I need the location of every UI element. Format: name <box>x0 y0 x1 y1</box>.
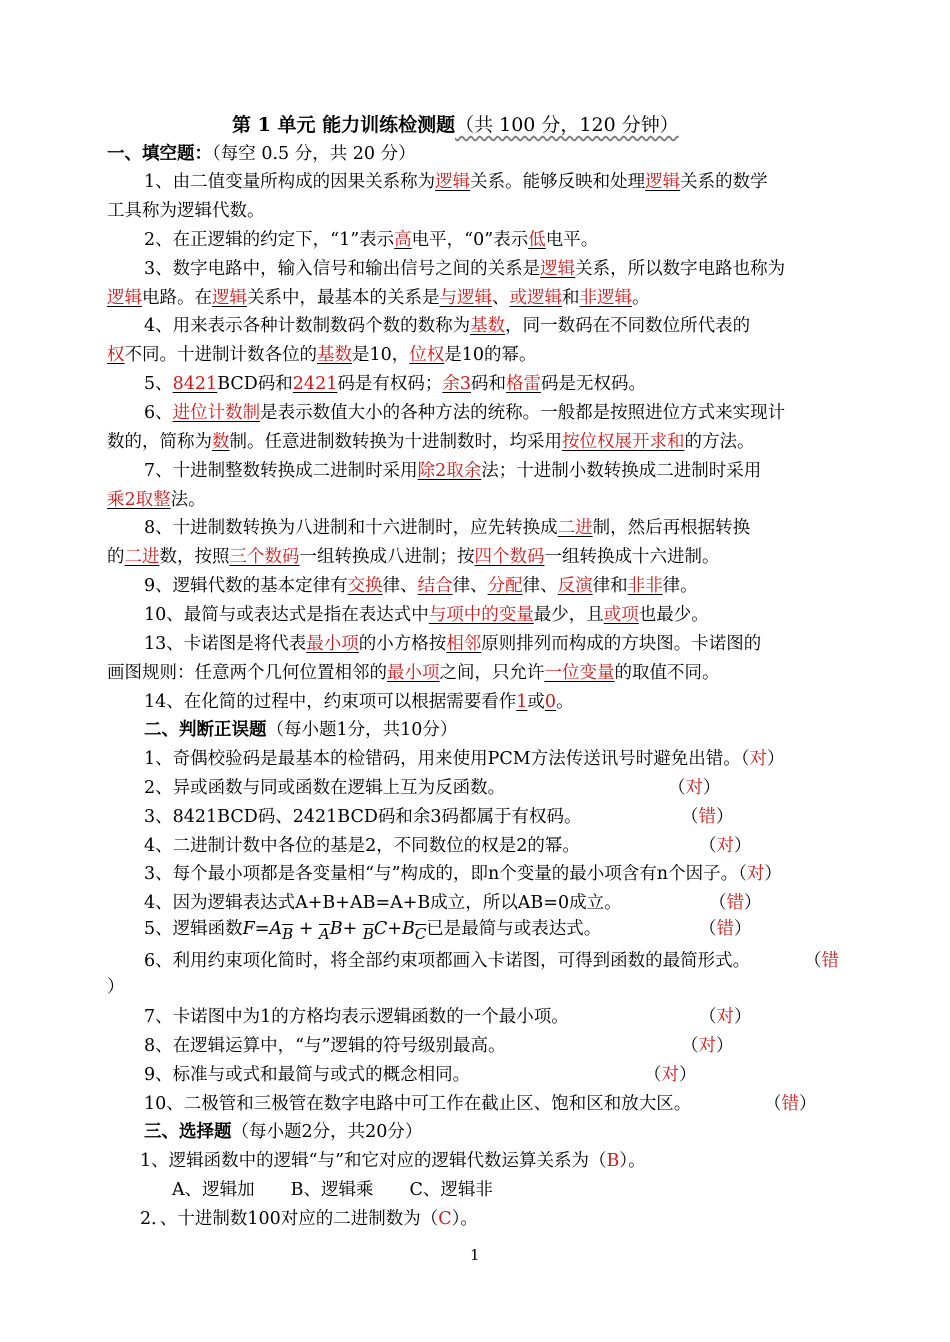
paren: （ <box>738 864 747 884</box>
text: BCD码和 <box>217 374 293 394</box>
paren: （ <box>699 919 717 939</box>
text: 关系。能够反映和处理 <box>470 172 646 192</box>
answer: 四个数码 <box>474 547 545 567</box>
text: 2、在正逻辑的约定下，“1”表示 <box>144 230 395 250</box>
answer: 对 <box>716 1007 734 1027</box>
text: 3、每个最小项都是各变量相“与”构成的，即n个变量的最小项含有n个因子。 <box>144 864 739 884</box>
text: 3、数字电路中，输入信号和输出信号之间的关系是 <box>144 259 541 279</box>
answer-group <box>709 892 762 914</box>
answer-group <box>699 1006 752 1028</box>
text: 工具称为逻辑代数。 <box>107 201 265 221</box>
text: 法。 <box>170 490 206 510</box>
text: 2．、十进制数100对应的二进制数为（ <box>140 1209 439 1229</box>
judge-item <box>144 1006 950 1028</box>
fill-q8-line1 <box>144 517 950 539</box>
answer: 0 <box>544 692 557 712</box>
paren: ） <box>107 977 125 997</box>
answer: 逻辑 <box>645 172 681 192</box>
judge-item <box>144 892 950 914</box>
answer: 三个数码 <box>229 547 300 567</box>
answer: 最小项 <box>306 634 359 654</box>
text: 9、逻辑代数的基本定律有 <box>144 576 348 596</box>
paren: ） <box>716 807 734 827</box>
option: A、逻辑加 <box>172 1180 255 1200</box>
answer: 逻辑 <box>107 288 142 308</box>
fill-q4-line2 <box>107 344 950 366</box>
fill-q6-line2 <box>107 431 950 453</box>
judge-item <box>144 1093 950 1115</box>
fill-q3-line2 <box>107 287 950 309</box>
text: 一组转换成十六进制。 <box>544 547 720 567</box>
answer: 数 <box>212 432 230 452</box>
text: 6、利用约束项化简时，将全部约束项都画入卡诺图，可得到函数的最简形式。 <box>144 951 751 971</box>
text: 不同。十进制计数各位的 <box>124 345 317 365</box>
text: 也最少。 <box>638 605 709 625</box>
answer: 对 <box>698 1036 716 1056</box>
paren: ） <box>766 749 785 769</box>
answer: 对 <box>685 778 703 798</box>
answer: 分配 <box>487 576 523 596</box>
text: 法；十进制小数转换成二进制时采用 <box>481 461 762 481</box>
text: 10、最简与或表达式是指在表达式中 <box>144 605 429 625</box>
section-title: 一、填空题： <box>107 144 212 164</box>
text: 律、 <box>452 576 488 596</box>
answer: 低 <box>528 230 546 250</box>
answer: 或逻辑 <box>509 288 562 308</box>
judge-item <box>144 835 950 857</box>
option: B、逻辑乘 <box>290 1180 374 1200</box>
fill-q10 <box>144 604 950 626</box>
fill-q8-line2 <box>107 546 950 568</box>
text: 9、标准与或式和最简与或式的概念相同。 <box>144 1065 471 1085</box>
text: 13、卡诺图是将代表 <box>144 634 307 654</box>
answer-group <box>681 1035 734 1057</box>
text: 8、十进制数转换为八进制和十六进制时，应先转换成 <box>144 518 558 538</box>
text: 4、用来表示各种计数制数码个数的数称为 <box>144 316 471 336</box>
text: 是10的幂。 <box>444 345 537 365</box>
section-title: 二、判断正误题 <box>144 720 267 740</box>
answer-group <box>681 806 734 828</box>
paren: （ <box>764 1094 782 1114</box>
fill-q14 <box>144 691 950 713</box>
choice-q1-options <box>172 1179 950 1201</box>
answer: 按位权展开求和 <box>562 432 685 452</box>
text: 3、8421BCD码、2421BCD码和余3码都属于有权码。 <box>144 807 582 827</box>
text: 6、 <box>144 403 173 423</box>
option: C、逻辑非 <box>409 1180 493 1200</box>
fill-q7-line2 <box>107 489 950 511</box>
text: 的 <box>107 547 125 567</box>
section-fill-heading <box>107 143 950 165</box>
answer: 二进 <box>124 547 160 567</box>
judge-item <box>144 918 950 943</box>
text: 画图规则：任意两个几何位置相邻的 <box>107 663 387 683</box>
fill-q13-line1 <box>144 633 950 655</box>
paren: （ <box>740 749 750 769</box>
answer-group <box>804 950 839 972</box>
text: 原则排列而构成的方块图。卡诺图的 <box>481 634 762 654</box>
paren: ） <box>744 893 762 913</box>
fill-q13-line2 <box>107 662 950 684</box>
text: 4、因为逻辑表达式A+B+AB=A+B成立，所以AB=0成立。 <box>144 893 622 913</box>
answer: 对 <box>661 1065 679 1085</box>
paren: ） <box>799 1094 817 1114</box>
text: ，同一数码在不同数位所代表的 <box>505 316 751 336</box>
text: 已是最简与或表达式。 <box>426 919 602 939</box>
answer: 基数 <box>470 316 506 336</box>
text: 的取值不同。 <box>614 663 720 683</box>
fill-q9 <box>144 575 950 597</box>
text: 5、逻辑函数 <box>144 919 243 939</box>
answer: 乘2取整 <box>107 490 171 510</box>
answer: 错 <box>698 807 716 827</box>
judge-item <box>144 950 950 972</box>
answer: 与逻辑 <box>439 288 492 308</box>
paren: （ <box>644 1065 662 1085</box>
answer: 2421 <box>292 374 338 394</box>
text: 1、奇偶校验码是最基本的检错码，用来使用PCM方法传送讯号时避免出错。 <box>144 749 741 769</box>
answer-group <box>644 1064 697 1086</box>
fill-q7-line1 <box>144 460 950 482</box>
answer: 1 <box>516 692 528 712</box>
text: 4、二进制计数中各位的基是2，不同数位的权是2的幂。 <box>144 836 580 856</box>
text: 8、在逻辑运算中，“与”逻辑的符号级别最高。 <box>144 1036 506 1056</box>
judge-item <box>144 806 950 828</box>
section-note: （每空 0.5 分，共 20 分） <box>212 144 416 164</box>
text: 或 <box>527 692 545 712</box>
paren: （ <box>681 1036 699 1056</box>
text: 制，然后再根据转换 <box>592 518 751 538</box>
section-judge-heading <box>144 719 950 741</box>
text: 的小方格按 <box>358 634 447 654</box>
text: 的方法。 <box>684 432 755 452</box>
text: 5、 <box>144 374 173 394</box>
answer: 非逻辑 <box>579 288 632 308</box>
paren: （ <box>681 807 699 827</box>
text: 14、在化简的过程中，约束项可以根据需要看作 <box>144 692 517 712</box>
judge-item <box>144 863 950 885</box>
text: 。 <box>556 692 574 712</box>
fill-q3-line1 <box>144 258 950 280</box>
paren: （ <box>709 893 727 913</box>
fill-q5 <box>144 373 950 395</box>
fill-q1-line2 <box>107 200 950 222</box>
text: 1、逻辑函数中的逻辑“与”和它对应的逻辑代数运算关系为（ <box>140 1151 607 1171</box>
text: 数，按照 <box>159 547 230 567</box>
text: 数的，简称为 <box>107 432 212 452</box>
text: 10、二极管和三极管在数字电路中可工作在截止区、饱和区和放大区。 <box>144 1094 692 1114</box>
answer: 对 <box>746 864 765 884</box>
answer: 高 <box>394 230 412 250</box>
paren: ） <box>703 778 721 798</box>
answer: 8421 <box>172 374 218 394</box>
judge-item-wrap <box>107 976 950 998</box>
text: 码是无权码。 <box>540 374 646 394</box>
answer: 与项中的变量 <box>428 605 534 625</box>
choice-q1 <box>140 1150 950 1172</box>
text: 、 <box>492 288 510 308</box>
text: 一组转换成八进制；按 <box>299 547 475 567</box>
title-text: 第 1 单元 能力训练检测题 <box>232 114 456 136</box>
paren: （ <box>804 951 822 971</box>
text: 。 <box>632 288 650 308</box>
fill-q4-line1 <box>144 315 950 337</box>
answer: 进位计数制 <box>172 403 261 423</box>
judge-item <box>144 777 950 799</box>
text: 电平，“0”表示 <box>411 230 529 250</box>
text: 律。 <box>662 576 698 596</box>
text: 是10， <box>352 345 410 365</box>
answer: 错 <box>821 951 839 971</box>
paren: ） <box>734 836 752 856</box>
choice-q2 <box>140 1208 950 1230</box>
fill-q1-line1 <box>144 171 950 193</box>
answer: 或项 <box>603 605 639 625</box>
answer: 余3 <box>442 374 471 394</box>
judge-item <box>144 1035 950 1057</box>
answer: 基数 <box>317 345 352 365</box>
paren: （ <box>699 836 717 856</box>
page-number: 1 <box>470 1246 480 1264</box>
answer: 交换 <box>347 576 383 596</box>
answer-group <box>764 1093 817 1115</box>
answer: 相邻 <box>446 634 482 654</box>
text: 之间，只允许 <box>439 663 545 683</box>
answer: 位权 <box>409 345 445 365</box>
section-note: （每小题1分，共10分） <box>266 720 458 740</box>
text: 是表示数值大小的各种方法的统称。一般都是按照进位方式来实现计 <box>260 403 786 423</box>
answer: 结合 <box>417 576 453 596</box>
answer: C <box>438 1209 452 1229</box>
answer: 逻辑 <box>212 288 247 308</box>
judge-item <box>144 748 950 770</box>
text: 关系中，最基本的关系是 <box>247 288 440 308</box>
answer: 逻辑 <box>435 172 471 192</box>
answer-group <box>668 777 721 799</box>
answer: 错 <box>781 1094 799 1114</box>
text: ）。 <box>619 1151 646 1171</box>
fill-q6-line1 <box>144 402 950 424</box>
answer: 对 <box>716 836 734 856</box>
title-note: （共 100 分，120 分钟） <box>455 114 679 136</box>
answer: 格雷 <box>505 374 541 394</box>
paren: （ <box>668 778 686 798</box>
section-title: 三、选择题 <box>144 1122 232 1142</box>
answer: 除2取余 <box>417 461 482 481</box>
paren: ） <box>734 1007 752 1027</box>
text: ）。 <box>451 1209 478 1229</box>
answer: 对 <box>749 749 767 769</box>
text: 律、 <box>522 576 558 596</box>
page-title <box>232 114 950 136</box>
judge-item <box>144 1064 950 1086</box>
paren: ） <box>716 1036 734 1056</box>
paren: ） <box>679 1065 697 1085</box>
text: 律、 <box>382 576 418 596</box>
paren: （ <box>699 1007 717 1027</box>
answer: 错 <box>726 893 744 913</box>
text: 关系，所以数字电路也称为 <box>575 259 786 279</box>
answer-group <box>699 918 752 940</box>
text: 制。任意进制数转换为十进制数时，均采用 <box>229 432 562 452</box>
text: 2、异或函数与同或函数在逻辑上互为反函数。 <box>144 778 506 798</box>
section-note: （每小题2分，共20分） <box>231 1122 423 1142</box>
fill-q2 <box>144 229 950 251</box>
answer: 权 <box>107 345 125 365</box>
text: 7、卡诺图中为1的方格均表示逻辑函数的一个最小项。 <box>144 1007 569 1027</box>
answer: B <box>606 1151 620 1171</box>
answer: 反演 <box>557 576 593 596</box>
answer: 最小项 <box>387 663 440 683</box>
text: 码是有权码； <box>337 374 443 394</box>
paren: ） <box>734 919 752 939</box>
answer: 一位变量 <box>544 663 615 683</box>
answer: 二进 <box>557 518 593 538</box>
text: 律和 <box>592 576 628 596</box>
answer-group <box>699 835 752 857</box>
section-choice-heading <box>144 1121 950 1143</box>
paren: ） <box>764 864 782 884</box>
text: 1、由二值变量所构成的因果关系称为 <box>144 172 436 192</box>
text: 7、十进制整数转换成二进制时采用 <box>144 461 418 481</box>
text: 码和 <box>470 374 506 394</box>
text: 电平。 <box>545 230 599 250</box>
text: 最少，且 <box>533 605 604 625</box>
text: 关系的数学 <box>680 172 768 192</box>
text: 和 <box>562 288 580 308</box>
answer: 错 <box>716 919 734 939</box>
answer: 逻辑 <box>540 259 576 279</box>
answer: 非非 <box>627 576 663 596</box>
text: 电路。在 <box>142 288 212 308</box>
formula: $F=A\overline{B} + \overline{A}B+ \overline{B}C+B\overline{C}$ <box>242 919 427 943</box>
